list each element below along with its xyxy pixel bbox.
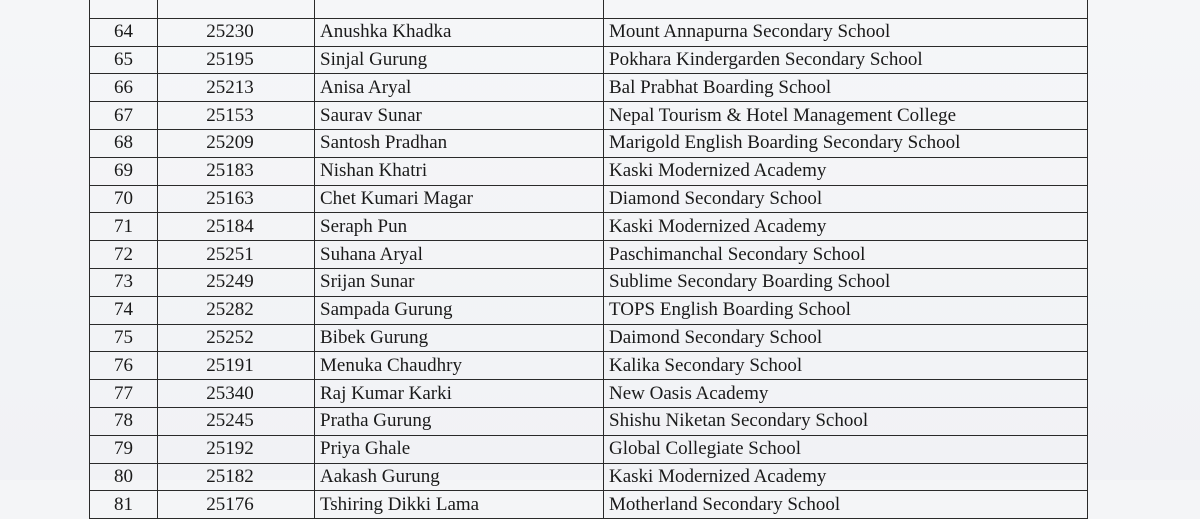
school-name-cell: Pokhara Kindergarden Secondary School <box>604 46 1088 74</box>
school-name-cell: Sublime Secondary Boarding School <box>604 268 1088 296</box>
table-row <box>90 157 1088 185</box>
serial-number-cell: 74 <box>90 296 158 324</box>
serial-number-cell: 80 <box>90 463 158 491</box>
table-row <box>90 435 1088 463</box>
student-name-cell: Anushka Khadka <box>315 18 604 46</box>
table-row <box>90 380 1088 408</box>
registration-number-cell: 25153 <box>158 102 315 130</box>
table-row <box>90 491 1088 519</box>
student-name-cell: Menuka Chaudhry <box>315 352 604 380</box>
registration-number-cell: 25282 <box>158 296 315 324</box>
serial-number-cell: 75 <box>90 324 158 352</box>
school-name-cell: Motherland Secondary School <box>604 491 1088 519</box>
serial-number-cell: 69 <box>90 157 158 185</box>
registration-number-cell: 25249 <box>158 268 315 296</box>
serial-number-cell: 64 <box>90 18 158 46</box>
serial-number-cell: 81 <box>90 491 158 519</box>
serial-number-cell: 68 <box>90 129 158 157</box>
registration-number-cell: 25195 <box>158 46 315 74</box>
student-name-cell: Sinjal Gurung <box>315 46 604 74</box>
registration-number-cell: 25340 <box>158 380 315 408</box>
table-row <box>90 296 1088 324</box>
registration-number-cell <box>158 0 315 18</box>
student-name-cell: Chet Kumari Magar <box>315 185 604 213</box>
school-name-cell: Kaski Modernized Academy <box>604 157 1088 185</box>
registration-number-cell: 25245 <box>158 407 315 435</box>
table-row <box>90 74 1088 102</box>
school-name-cell: Nepal Tourism & Hotel Management College <box>604 102 1088 130</box>
registration-number-cell: 25209 <box>158 129 315 157</box>
serial-number-cell: 73 <box>90 268 158 296</box>
student-name-cell: Saurav Sunar <box>315 102 604 130</box>
school-name-cell: TOPS English Boarding School <box>604 296 1088 324</box>
serial-number-cell: 77 <box>90 380 158 408</box>
registration-number-cell: 25184 <box>158 213 315 241</box>
student-name-cell: Bibek Gurung <box>315 324 604 352</box>
table-row <box>90 129 1088 157</box>
school-name-cell: Paschimanchal Secondary School <box>604 241 1088 269</box>
results-table-body <box>90 0 1088 519</box>
table-row <box>90 268 1088 296</box>
serial-number-cell: 71 <box>90 213 158 241</box>
school-name-cell: Shishu Niketan Secondary School <box>604 407 1088 435</box>
school-name-cell: Mount Annapurna Secondary School <box>604 18 1088 46</box>
table-row <box>90 18 1088 46</box>
student-name-cell: Raj Kumar Karki <box>315 380 604 408</box>
table-row <box>90 0 1088 18</box>
results-table <box>89 0 1088 519</box>
registration-number-cell: 25191 <box>158 352 315 380</box>
registration-number-cell: 25213 <box>158 74 315 102</box>
serial-number-cell: 66 <box>90 74 158 102</box>
student-name-cell: Santosh Pradhan <box>315 129 604 157</box>
registration-number-cell: 25176 <box>158 491 315 519</box>
school-name-cell: Kalika Secondary School <box>604 352 1088 380</box>
school-name-cell <box>604 0 1088 18</box>
table-row <box>90 324 1088 352</box>
serial-number-cell <box>90 0 158 18</box>
registration-number-cell: 25192 <box>158 435 315 463</box>
school-name-cell: Kaski Modernized Academy <box>604 463 1088 491</box>
serial-number-cell: 79 <box>90 435 158 463</box>
table-row <box>90 185 1088 213</box>
registration-number-cell: 25230 <box>158 18 315 46</box>
school-name-cell: New Oasis Academy <box>604 380 1088 408</box>
registration-number-cell: 25183 <box>158 157 315 185</box>
serial-number-cell: 67 <box>90 102 158 130</box>
registration-number-cell: 25182 <box>158 463 315 491</box>
table-row <box>90 102 1088 130</box>
student-name-cell: Anisa Aryal <box>315 74 604 102</box>
student-name-cell <box>315 0 604 18</box>
school-name-cell: Marigold English Boarding Secondary School <box>604 129 1088 157</box>
table-row <box>90 46 1088 74</box>
serial-number-cell: 78 <box>90 407 158 435</box>
serial-number-cell: 70 <box>90 185 158 213</box>
serial-number-cell: 72 <box>90 241 158 269</box>
table-row <box>90 213 1088 241</box>
student-name-cell: Sampada Gurung <box>315 296 604 324</box>
school-name-cell: Bal Prabhat Boarding School <box>604 74 1088 102</box>
table-row <box>90 352 1088 380</box>
student-name-cell: Pratha Gurung <box>315 407 604 435</box>
student-name-cell: Nishan Khatri <box>315 157 604 185</box>
student-name-cell: Suhana Aryal <box>315 241 604 269</box>
student-name-cell: Aakash Gurung <box>315 463 604 491</box>
student-name-cell: Seraph Pun <box>315 213 604 241</box>
school-name-cell: Daimond Secondary School <box>604 324 1088 352</box>
registration-number-cell: 25251 <box>158 241 315 269</box>
student-name-cell: Tshiring Dikki Lama <box>315 491 604 519</box>
table-row <box>90 407 1088 435</box>
table-row <box>90 463 1088 491</box>
registration-number-cell: 25163 <box>158 185 315 213</box>
school-name-cell: Global Collegiate School <box>604 435 1088 463</box>
serial-number-cell: 76 <box>90 352 158 380</box>
student-name-cell: Srijan Sunar <box>315 268 604 296</box>
school-name-cell: Diamond Secondary School <box>604 185 1088 213</box>
registration-number-cell: 25252 <box>158 324 315 352</box>
serial-number-cell: 65 <box>90 46 158 74</box>
table-row <box>90 241 1088 269</box>
school-name-cell: Kaski Modernized Academy <box>604 213 1088 241</box>
student-name-cell: Priya Ghale <box>315 435 604 463</box>
